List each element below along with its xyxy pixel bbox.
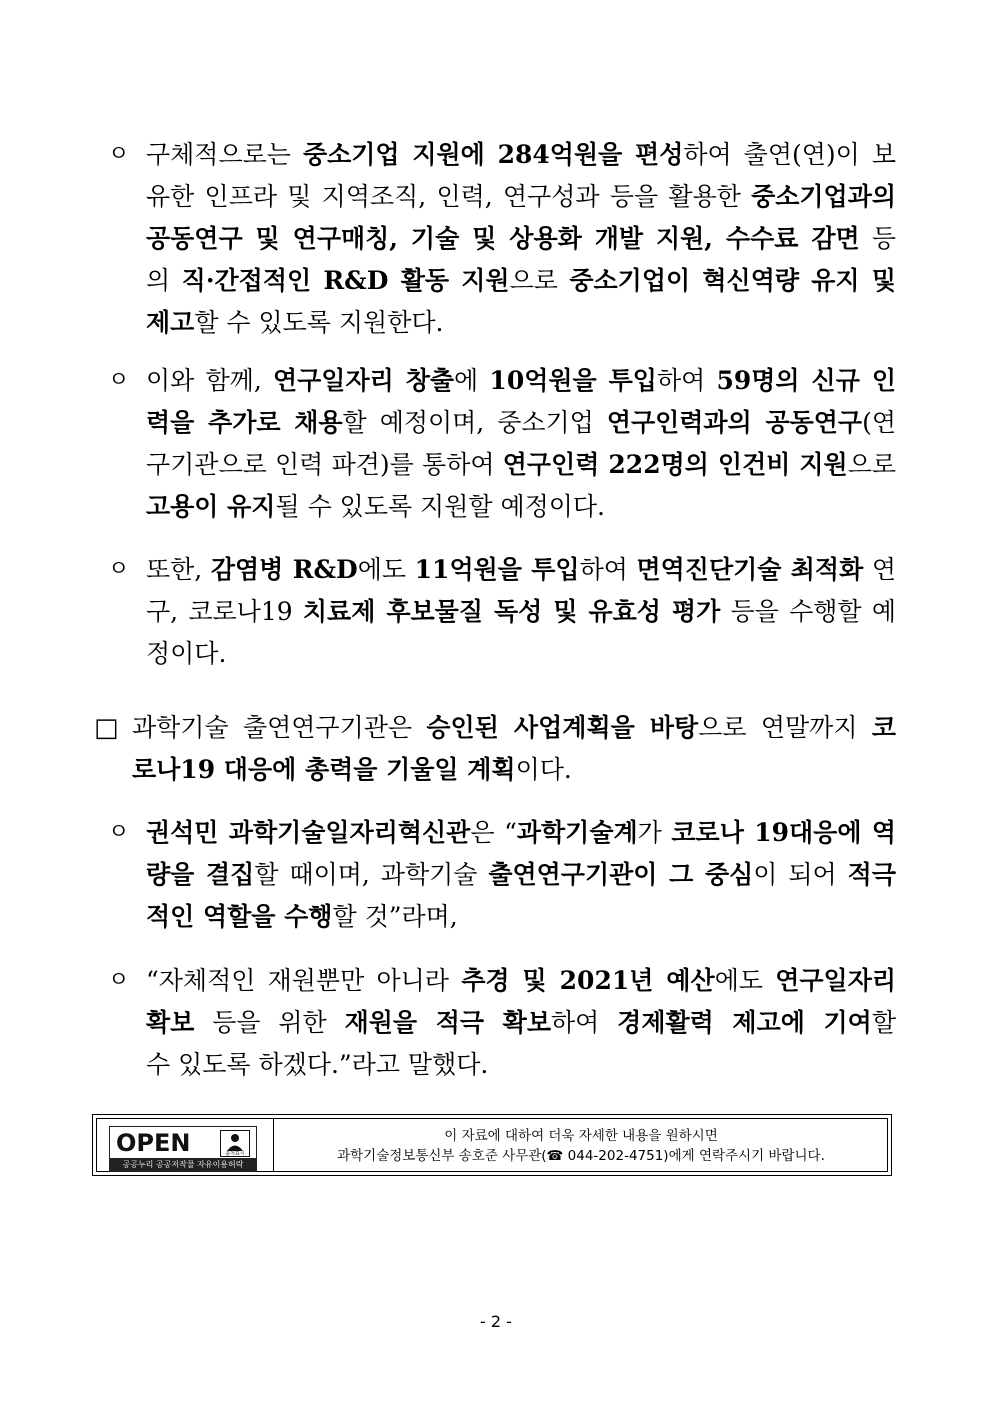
text: 가 <box>637 818 672 847</box>
bold-text: 직·간접적인 R&D 활동 지원 <box>181 266 510 295</box>
text-line <box>146 486 896 528</box>
text-line <box>146 1044 896 1086</box>
text: 등 <box>859 224 896 253</box>
bold-text: 중소기업과의 <box>751 182 896 211</box>
text: 으로 연말까지 <box>698 713 872 742</box>
text-line <box>146 854 896 896</box>
text: 할 수 있도록 지원한다. <box>194 308 444 337</box>
bold-text: 력을 추가로 채용 <box>146 408 343 437</box>
text-line <box>146 960 896 1002</box>
paragraph-item-3 <box>146 549 896 675</box>
text: 이와 함께, <box>146 366 273 395</box>
text-line <box>146 812 896 854</box>
bold-text: 공동연구 및 연구매칭, 기술 및 상용화 개발 지원, 수수료 감면 <box>146 224 860 253</box>
paragraph-item-4 <box>146 812 896 938</box>
open-logo-subtext: 공공누리 공공저작물 자유이용허락 <box>110 1158 256 1171</box>
bold-text: 면역진단기술 최적화 <box>636 555 864 584</box>
text: 과학기술 출연연구기관은 <box>132 713 427 742</box>
bold-text: 적극 <box>847 860 896 889</box>
person-icon <box>220 1130 250 1157</box>
text: 하여 <box>550 1008 618 1037</box>
text: 할 <box>871 1008 896 1037</box>
text-line <box>146 633 896 675</box>
bold-text: 출연연구기관이 그 중심 <box>488 860 754 889</box>
text: (연 <box>862 408 896 437</box>
text: 하여 <box>579 555 637 584</box>
square-bullet: □ <box>94 713 119 743</box>
contact-line-2: 과학기술정보통신부 송호준 사무관(☎ 044-202-4751)에게 연락주시기 바랍니다. <box>337 1148 825 1164</box>
bullet-circle: ㅇ <box>108 968 130 993</box>
text: 등을 수행할 예 <box>720 597 896 626</box>
text-line <box>132 749 896 791</box>
text-line <box>146 896 896 938</box>
paragraph-item-1 <box>146 134 896 344</box>
bold-text: 중소기업이 혁신역량 유지 및 <box>569 266 896 295</box>
text: 에 <box>454 366 490 395</box>
contact-box <box>92 1114 892 1176</box>
text: 으로 <box>509 266 570 295</box>
bold-text: 추경 및 2021년 예산 <box>461 966 715 995</box>
bullet-circle: ㅇ <box>108 142 130 167</box>
text: 연 <box>863 555 897 584</box>
text: 등을 위한 <box>194 1008 345 1037</box>
bold-text: 코 <box>871 713 896 742</box>
paragraph-item-2 <box>146 360 896 528</box>
text: 으로 <box>847 450 896 479</box>
text: 구, 코로나19 <box>146 597 303 626</box>
bold-text: 량을 결집 <box>146 860 255 889</box>
bold-text: 연구인력 222명의 인건비 지원 <box>502 450 848 479</box>
bold-text: 재원을 적극 확보 <box>344 1008 551 1037</box>
text: 될 수 있도록 지원할 예정이다. <box>275 492 606 521</box>
text: 은 “ <box>470 818 517 847</box>
text-line <box>146 176 896 218</box>
bold-text: 적인 역할을 수행 <box>146 902 333 931</box>
text: 이 되어 <box>753 860 848 889</box>
bold-text: 감염병 R&D <box>210 555 358 584</box>
text: 할 것”라며, <box>332 902 458 931</box>
text: 유한 인프라 및 지역조직, 인력, 연구성과 등을 활용한 <box>146 182 752 211</box>
text-line <box>146 302 896 344</box>
bold-text: 중소기업 지원에 284억원을 편성 <box>302 140 684 169</box>
bold-text: 연구일자리 <box>775 966 897 995</box>
text-line <box>146 360 896 402</box>
text-line <box>146 260 896 302</box>
logo-cell <box>97 1119 274 1171</box>
bullet-circle: ㅇ <box>108 557 130 582</box>
paragraph-item-5 <box>146 960 896 1086</box>
text: 구기관으로 인력 파견)를 통하여 <box>146 450 503 479</box>
bold-text: 10억원을 투입 <box>489 366 657 395</box>
text: 할 예정이며, 중소기업 <box>342 408 607 437</box>
section-heading <box>132 707 896 791</box>
contact-text <box>275 1119 887 1171</box>
badge-label: 출처표시 <box>225 1151 245 1156</box>
text: 정이다. <box>146 639 227 668</box>
text-line <box>132 707 896 749</box>
bold-text: 로나19 대응에 총력을 기울일 계획 <box>132 755 516 784</box>
text-line <box>146 591 896 633</box>
bold-text: 코로나 19대응에 역 <box>671 818 896 847</box>
text: 의 <box>146 266 182 295</box>
text: 에도 <box>357 555 415 584</box>
text-line <box>146 134 896 176</box>
open-logo-text: OPEN <box>116 1129 191 1157</box>
bold-text: 치료제 후보물질 독성 및 유효성 평가 <box>302 597 721 626</box>
bold-text: 고용이 유지 <box>146 492 276 521</box>
text: 수 있도록 하겠다.”라고 말했다. <box>146 1050 489 1079</box>
text: 이다. <box>515 755 572 784</box>
bullet-circle: ㅇ <box>108 368 130 393</box>
contact-line-1: 이 자료에 대하여 더욱 자세한 내용을 원하시면 <box>444 1128 718 1144</box>
text: 에도 <box>714 966 776 995</box>
text-line <box>146 1002 896 1044</box>
text-line <box>146 549 896 591</box>
text: 할 때이며, 과학기술 <box>254 860 489 889</box>
bold-text: 권석민 과학기술일자리혁신관 <box>146 818 471 847</box>
bold-text: 확보 <box>146 1008 195 1037</box>
page-number: - 2 - <box>480 1312 512 1331</box>
bold-text: 11억원을 투입 <box>414 555 580 584</box>
text: 구체적으로는 <box>146 140 303 169</box>
bold-text: 59명의 신규 인 <box>716 366 896 395</box>
bold-text: 연구인력과의 공동연구 <box>606 408 863 437</box>
text: 또한, <box>146 555 211 584</box>
bold-text: 연구일자리 창출 <box>273 366 455 395</box>
text: 하여 <box>656 366 717 395</box>
bold-text: 승인된 사업계획을 바탕 <box>426 713 699 742</box>
bullet-circle: ㅇ <box>108 820 130 845</box>
bold-text: 경제활력 제고에 기여 <box>617 1008 872 1037</box>
contact-box-inner <box>96 1118 888 1172</box>
text: 하여 출연(연)이 보 <box>683 140 896 169</box>
text: “자체적인 재원뿐만 아니라 <box>146 966 462 995</box>
bold-text: 제고 <box>146 308 195 337</box>
text-line <box>146 218 896 260</box>
text-line <box>146 444 896 486</box>
text-line <box>146 402 896 444</box>
open-license-logo <box>109 1126 257 1172</box>
bold-text: 과학기술계 <box>516 818 638 847</box>
